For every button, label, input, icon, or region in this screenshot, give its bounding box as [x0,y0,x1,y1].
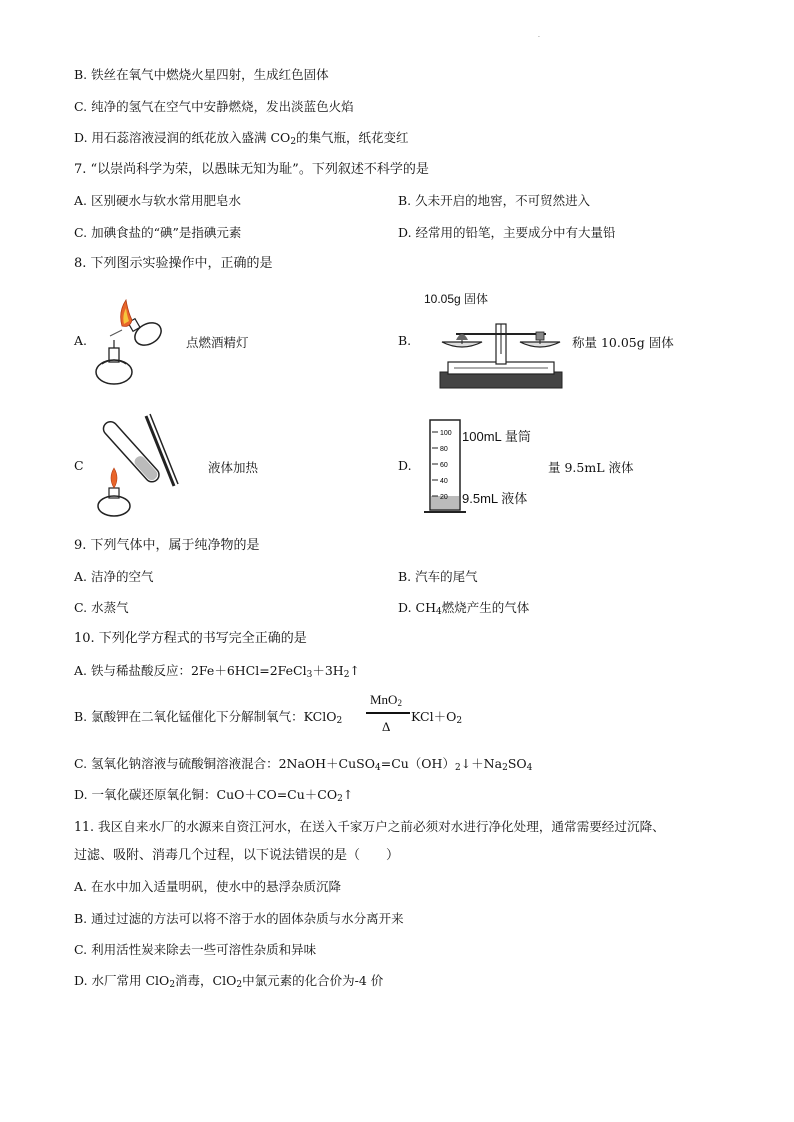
q7-option-d: D. 经常用的铅笔，主要成分中有大量铅 [398,225,616,240]
cylinder-tick-80: 80 [440,446,448,453]
q10-option-b-heat: Δ [382,719,391,734]
q6-option-d: D. 用石蕊溶液浸润的纸花放入盛满 $CO_2$的集气瓶，纸花变红 [74,130,409,147]
q11-stem-line1: 11. 我区自来水厂的水源来自资江河水，在送入千家万户之前必须对水进行净化处理，通常需要经过沉降、 [74,819,665,834]
alcohol-lamp-ignition-figure [92,296,174,392]
q8-b-caption: 称量 10.05g 固体 [572,335,674,350]
q11-option-d: D. 水厂常用 ClO$_2$消毒，ClO$_2$中氯元素的化合价为-4 价 [74,973,384,990]
cylinder-tick-60: 60 [440,462,448,469]
q7-option-a: A. 区别硬水与软水常用肥皂水 [74,193,241,208]
q8-c-letter: C [74,458,84,473]
q10-option-b-equation-bar [366,712,410,714]
q11-option-b: B. 通过过滤的方法可以将不溶于水的固体杂质与水分离开来 [74,911,404,926]
q8-b-figure-label: 10.05g 固体 [424,292,489,306]
q8-a-caption: 点燃酒精灯 [186,335,249,350]
cylinder-tick-100: 100 [440,430,452,437]
q8-stem: 8. 下列图示实验操作中，正确的是 [74,256,273,271]
q8-a-letter: A. [74,333,88,348]
q8-d-figure-top: 100mL 量筒 [462,429,531,444]
q9-option-c: C. 水蒸气 [74,600,129,615]
cylinder-tick-20: 20 [440,494,448,501]
q10-option-b-catalyst: MnO$_2$ [370,692,402,708]
q7-option-c: C. 加碘食盐的“碘”是指碘元素 [74,225,242,240]
q9-option-a: A. 洁净的空气 [74,569,154,584]
q9-option-b: B. 汽车的尾气 [398,569,478,584]
cylinder-tick-40: 40 [440,478,448,485]
q9-option-d: D. $CH_4$燃烧产生的气体 [398,600,530,617]
page-mark: . [538,32,540,39]
q8-d-letter: D. [398,458,412,473]
q7-option-b: B. 久未开启的地窖，不可贸然进入 [398,193,591,208]
q10-option-d: D. 一氧化碳还原氧化铜：$CuO+CO=Cu+CO_2↑$ [74,787,354,804]
q6-option-b: B. 铁丝在氧气中燃烧火星四射，生成红色固体 [74,67,329,82]
q10-option-b-right: $KCl+O_2$ [411,709,463,726]
q8-c-caption: 液体加热 [208,460,259,475]
q6-option-c: C. 纯净的氢气在空气中安静燃烧，发出淡蓝色火焰 [74,99,354,114]
q8-b-letter: B. [398,333,412,348]
q8-d-caption: 量 9.5mL 液体 [548,460,634,475]
q10-option-c: C. 氢氧化钠溶液与硫酸铜溶液混合：$2NaOH+CuSO_4=Cu(OH)_2↓+Na_2SO_4$ [74,756,533,773]
q7-stem: 7. “以崇尚科学为荣，以愚昧无知为耻”。下列叙述不科学的是 [74,162,429,177]
q11-option-a: A. 在水中加入适量明矾，使水中的悬浮杂质沉降 [74,879,341,894]
q9-stem: 9. 下列气体中，属于纯净物的是 [74,538,260,553]
liquid-heating-figure [92,410,182,520]
q8-d-figure-bottom: 9.5mL 液体 [462,491,528,506]
q11-option-c: C. 利用活性炭来除去一些可溶性杂质和异味 [74,942,317,957]
q10-option-a: A. 铁与稀盐酸反应：$2Fe+6HCl=2FeCl_3+3H_2↑$ [74,663,360,680]
q10-option-b-left: B. 氯酸钾在二氧化锰催化下分解制氧气：KClO$_2$ [74,709,343,726]
q10-stem: 10. 下列化学方程式的书写完全正确的是 [74,631,307,646]
balance-scale-figure [436,306,566,392]
q11-stem-line2: 过滤、吸附、消毒几个过程，以下说法错误的是（ ） [74,848,400,863]
